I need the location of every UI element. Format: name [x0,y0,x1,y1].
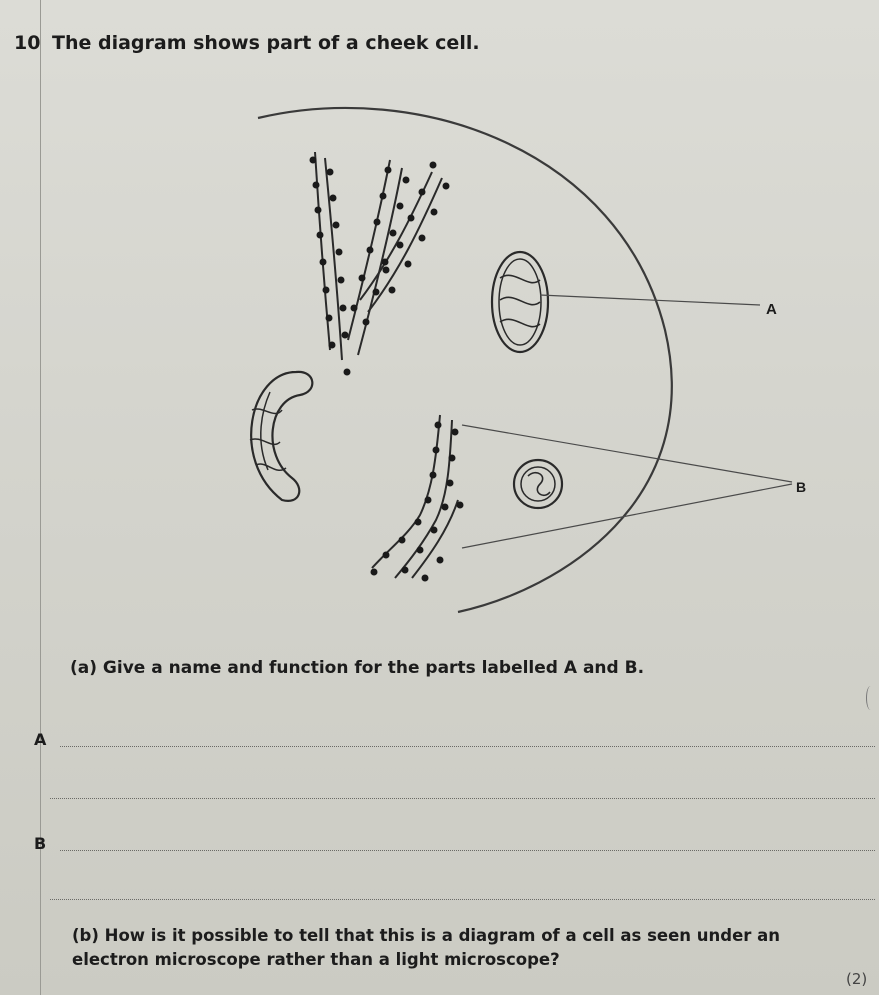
marks-indicator: (2) [846,970,868,988]
answer-label-b: B [34,834,47,853]
mitochondrion-a [492,252,548,352]
ribosomes-top [310,157,450,376]
part-a-prompt: (a) Give a name and function for the parts labelled A and B. [70,658,645,678]
answer-line-b2[interactable] [50,899,875,900]
question-title: The diagram shows part of a cheek cell. [52,32,480,54]
mitochondrion-small [514,460,562,508]
ribosomes-bottom [371,422,464,582]
answer-line-b1[interactable] [60,850,875,851]
margin-bracket [866,686,875,710]
label-a: A [766,301,777,318]
part-b-prompt: (b) How is it possible to tell that this is a diagram of a cell as seen under an electron microscope rather than a light microscope? [72,926,781,969]
label-b: B [796,479,807,495]
cell-membrane [258,108,672,612]
label-line-b-upper [462,425,792,482]
label-line-b-lower [462,484,792,548]
label-line-a [540,295,760,305]
answer-line-a1[interactable] [60,746,875,747]
question-number: 10 [14,32,41,54]
mitochondrion-left [250,372,312,501]
answer-label-a: A [34,730,47,749]
answer-line-a2[interactable] [50,798,875,799]
rough-er-top [315,152,442,360]
